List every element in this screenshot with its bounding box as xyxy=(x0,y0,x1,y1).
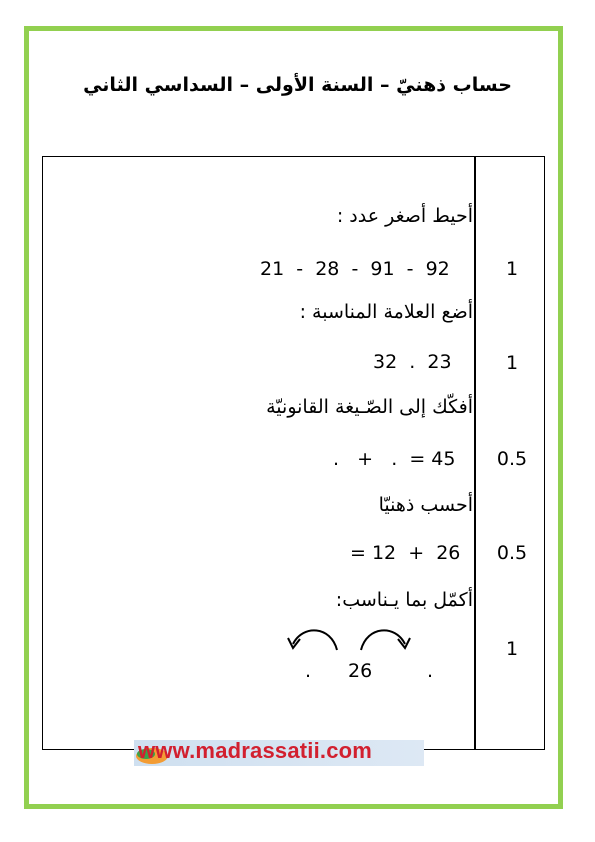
exercise-3-content: . + . = 45 xyxy=(333,448,456,470)
exercise-5-score: 1 xyxy=(505,638,519,660)
exercise-3-score: 0.5 xyxy=(496,448,528,470)
exercise-5-number: 26 xyxy=(348,660,373,682)
exercise-2-instruction: أضع العلامة المناسبة : xyxy=(299,301,473,323)
exercise-5-instruction: أكمّل بما يـناسب: xyxy=(335,589,473,611)
exercise-1-numbers: 29 - 19 - 82 - 12 xyxy=(260,258,450,280)
exercise-1-content xyxy=(260,258,450,280)
watermark-text: www.madrassatii.com xyxy=(138,738,373,763)
exercise-4-content: = 12 + 26 xyxy=(350,542,461,564)
worksheet-title: حساب ذهنيّ – السنة الأولى – السداسي الثاني xyxy=(83,74,512,96)
score-column-divider xyxy=(474,156,476,750)
exercise-4-instruction: أحسب ذهنيّا xyxy=(378,494,473,516)
exercise-5-blank-left: . xyxy=(305,660,312,682)
watermark xyxy=(130,736,430,770)
exercise-3-instruction: أفكّك إلى الصّـيغة القانونيّة xyxy=(266,396,473,418)
exercise-2-content: 32 . 23 xyxy=(373,351,452,373)
exercise-4-score: 0.5 xyxy=(496,542,528,564)
exercise-2-score: 1 xyxy=(505,352,519,374)
exercise-1-score: 1 xyxy=(505,258,519,280)
sequence-arrows-icon xyxy=(285,622,415,662)
exercise-1-instruction: أحيط أصغر عدد : xyxy=(336,205,473,227)
exercise-5-blank-right: . xyxy=(427,660,434,682)
